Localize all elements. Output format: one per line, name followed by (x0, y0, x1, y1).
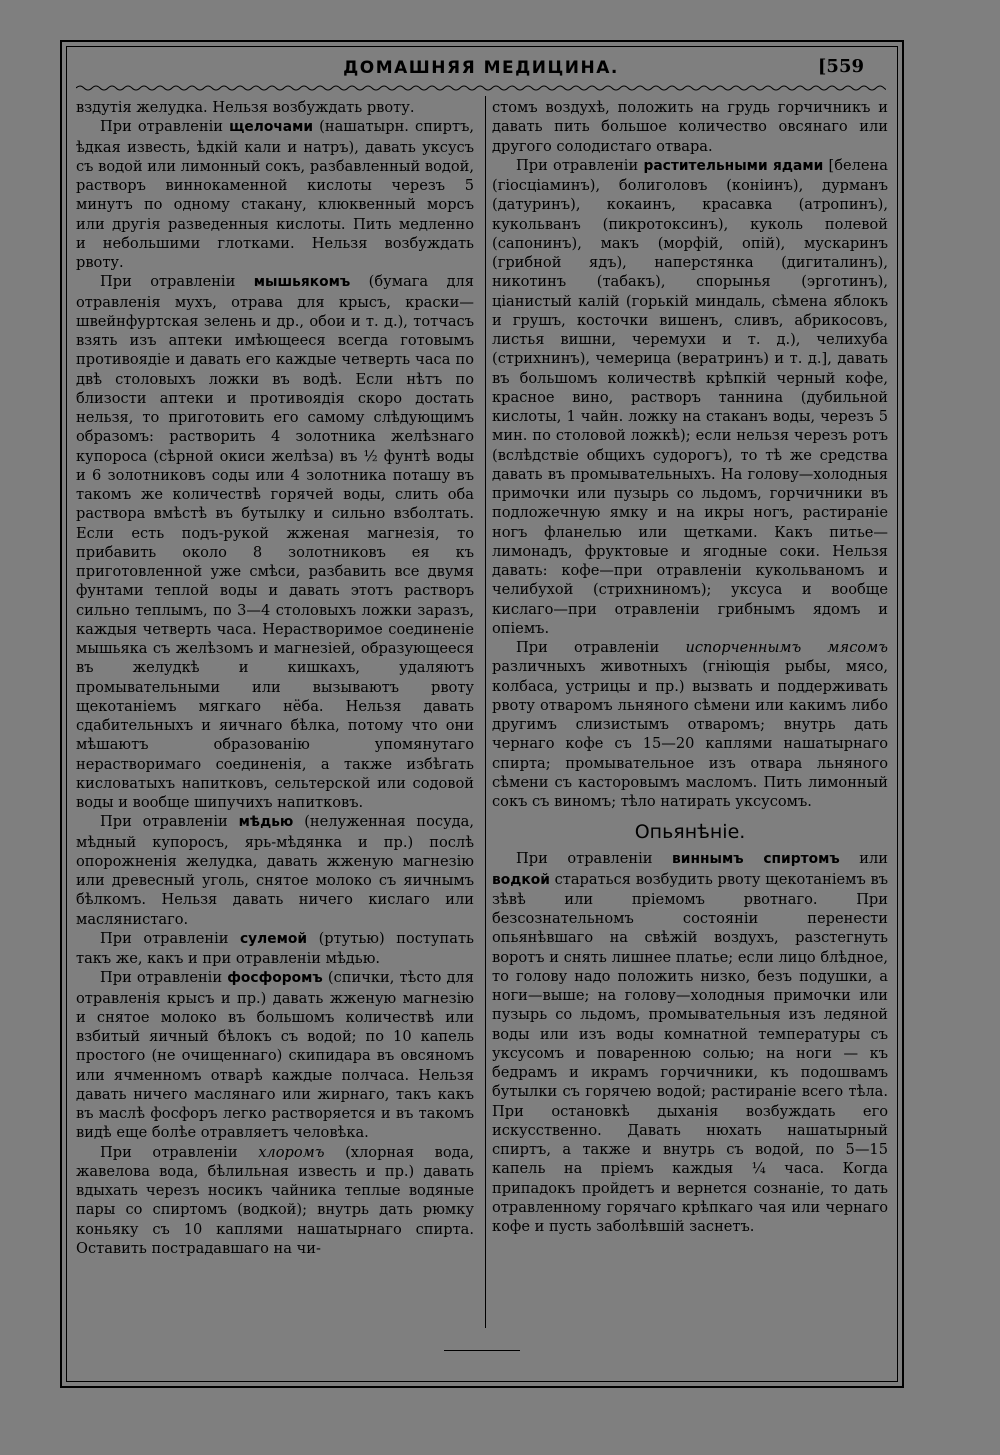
paragraph-text: (ртутью) поступать такъ же, какъ и при отравленіи мѣдью. (76, 929, 474, 967)
paragraph-lead: При отравленіи (100, 1143, 259, 1161)
page-number: [559 (817, 56, 864, 77)
paragraph-continuation: вздутія желудка. Нельзя возбуждать рвоту. (76, 99, 415, 116)
paragraph-lead: При отравленіи (100, 929, 240, 947)
section-heading: Опьянѣніе. (634, 821, 746, 844)
poison-term: щелочами (229, 119, 314, 136)
running-title: ДОМАШНЯЯ МЕДИЦИНА. (343, 58, 619, 78)
poison-term: сулемой (239, 930, 308, 947)
footer-rule (444, 1350, 520, 1351)
paragraph-text: или (839, 850, 888, 868)
poison-term: хлоромъ (258, 1143, 325, 1161)
right-column (492, 98, 888, 1236)
left-column (76, 98, 474, 1258)
paragraph-text: стараться возбудить рвоту щекотаніемъ въ зѣвѣ или пріемомъ рвотнаго. При безсознательномъ состояніи перенести опьянѣвшаго на свѣжій воздухъ, разстегнуть воротъ и снять лишнее платье; если лицо блѣдное, то голову надо положить низко, безъ подушки, а ноги—выше; на голову—холодныя примочки или пузырь со льдомъ, промывательныя изъ ледяной воды или изъ воды комнатной температуры съ уксусомъ и поваренною солью; на ноги — къ бедрамъ и икрамъ горчичники, къ подошвамъ бутылки съ горячею водой; растираніе всего тѣла. При остановкѣ дыханія возбуждать его искусственно. Давать нюхать нашатырный спиртъ, а также и внутрь съ водой, по 5—15 капель на пріемъ каждыя ¼ часа. Когда припадокъ пройдетъ и вернется сознаніе, то дать отравленному горячаго крѣпкаго чая или чернаго кофе и пусть заболѣвшій заснетъ. (492, 870, 888, 1235)
paragraph-continuation: стомъ воздухѣ, положить на грудь горчичникъ и давать пить большое количество овсянаго или другого солодистаго отвара. (492, 99, 888, 155)
paragraph (76, 812, 474, 929)
paragraph-text: (спички, тѣсто для отравленія крысъ и пр.) давать жженую магнезію и снятое молоко въ большомъ количествѣ или взбитый яичный бѣлокъ съ водой; по 10 капель простого (не очищеннаго) скипидара въ овсяномъ или ячменномъ отварѣ каждые полчаса. Нельзя давать ничего маслянаго или жирнаго, такъ какъ въ маслѣ фосфоръ легко растворяется и въ такомъ видѣ еще болѣе отравляетъ человѣка. (76, 969, 474, 1142)
paragraph-text: (нелуженная посуда, мѣдный купоросъ, ярь-мѣдянка и пр.) послѣ опорожненія желудка, давать жженую магнезію или древесный уголь, снятое молоко съ яичнымъ бѣлкомъ. Нельзя давать ничего кислаго или маслянистаго. (76, 813, 474, 928)
paragraph-lead: При отравленіи (516, 639, 686, 656)
paragraph (76, 929, 474, 969)
poison-term: мышьякомъ (253, 274, 351, 291)
paragraph (76, 117, 474, 272)
paragraph-text: [белена (гіосціаминъ), болиголовъ (коніинъ), дурманъ (датуринъ), кокаинъ, красавка (атропинъ), кукольванъ (пикротоксинъ), куколь полевой (сапонинъ), макъ (морфій, опій), мускаринъ (грибной ядъ), наперстянка (дигиталинъ), никотинъ (табакъ), спорынья (эрготинъ), ціанистый калій (горькій миндаль, сѣмена яблокъ и грушъ, косточки вишенъ, сливъ, абрикосовъ, листья вишни, черемухи и т. д.), челихуба (стрихнинъ), чемерица (вератринъ) и т. д.], давать въ большомъ количествѣ крѣпкій черный кофе, красное вино, растворъ таннина (дубильной кислоты, 1 чайн. ложку на стаканъ воды, черезъ 5 мин. по столовой ложкѣ); если нельзя черезъ ротъ (вслѣдствіе общихъ судорогъ), то тѣ же средства давать въ промывательныхъ. На голову—холодныя примочки или пузырь со льдомъ, горчичники въ подложечную ямку и на икры ногъ, растираніе ногъ фланелью или щетками. Какъ питье—лимонадъ, фруктовые и ягодные соки. Нельзя давать: кофе—при отравленіи кукольваномъ и челибухой (стрихниномъ); уксуса и вообще кислаго—при отравленіи грибнымъ ядомъ и опіемъ. (492, 156, 888, 637)
paragraph-lead: При отравленіи (516, 156, 644, 174)
paragraph (76, 1143, 474, 1259)
wavy-rule (76, 84, 886, 92)
paragraph-lead: При отравленіи (100, 969, 228, 987)
paragraph-text: (нашатырн. спиртъ, ѣдкая известь, ѣдкій кали и натръ), давать уксусъ съ водой или лимонный сокъ, разбавленный водой, растворъ виннокаменной кислоты черезъ 5 минутъ по одному стакану, клюквенный морсъ или другія разведенныя кислоты. Пить медленно и небольшими глотками. Нельзя возбуждать рвоту. (76, 118, 475, 271)
paragraph (76, 272, 474, 812)
paragraph (492, 849, 888, 1236)
paragraph-lead: При отравленіи (100, 273, 254, 291)
poison-term: мѣдью (238, 814, 294, 831)
column-divider (485, 96, 486, 1328)
poison-term: растительными ядами (643, 157, 824, 174)
paragraph-text: (хлорная вода, жавелова вода, бѣлильная известь и пр.) давать вдыхать черезъ носикъ чайника теплые водяные пары со спиртомъ (водкой); внутрь дать рюмку коньяку съ 10 каплями нашатырнаго спирта. Оставить пострадавшаго на чи- (76, 1143, 474, 1257)
paragraph (492, 638, 888, 811)
paragraph-lead: При отравленіи (100, 118, 230, 136)
paragraph-text: (бумага для отравленія мухъ, отрава для крысъ, краски—швейнфуртская зелень и др., обои и т. д.), тотчасъ взять изъ аптеки имѣющееся всегда готовымъ противоядіе и давать его каждые четверть часа по двѣ столовыхъ ложки въ водѣ. Если нѣтъ по близости аптеки и противоядія скоро достать нельзя, то приготовить его самому слѣдующимъ образомъ: растворить 4 золотника желѣзнаго купороса (сѣрной окиси желѣза) въ ½ фунтѣ воды и 6 золотниковъ соды или 4 золотника поташу въ такомъ же количествѣ горячей воды, слить оба раствора вмѣстѣ въ бутылку и сильно взболтать. Если есть подъ-рукой жженая магнезія, то прибавить около 8 золотниковъ ея къ приготовленной уже смѣси, разбавить все двумя фунтами теплой воды и давать этотъ растворъ сильно теплымъ, по 3—4 столовыхъ ложки заразъ, каждыя четверть часа. Нерастворимое соединеніе мышьяка съ желѣзомъ и магнезіей, образующееся въ желудкѣ и кишкахъ, удаляютъ промывательными или вызываютъ рвоту щекотаніемъ мягкаго нёба. Нельзя давать сдабительныхъ и яичнаго бѣлка, потому что они мѣшаютъ образованію упомянутаго нерастворимаго соединенія, а также избѣгать кисловатыхъ напитковъ, сельтерской или содовой воды и вообще шипучихъ напитковъ. (76, 273, 474, 811)
paragraph (492, 156, 888, 638)
paragraph-text: различныхъ животныхъ (гніющія рыбы, мясо, колбаса, устрицы и пр.) вызвать и поддерживать рвоту отваромъ льняного сѣмени или какимъ либо другимъ слизистымъ отваромъ; внутрь дать чернаго кофе съ 15—20 каплями нашатырнаго спирта; промывательное изъ отвара льняного сѣмени съ касторовымъ масломъ. Пить лимонный сокъ съ виномъ; тѣло натирать уксусомъ. (492, 658, 888, 810)
poison-term: испорченнымъ мясомъ (685, 639, 888, 656)
poison-term: виннымъ спиртомъ (672, 851, 840, 868)
poison-term: фосфоромъ (227, 970, 323, 987)
poison-term: водкой (492, 871, 550, 888)
paragraph-lead: При отравленіи (100, 813, 239, 831)
paragraph-lead: При отравленіи (516, 850, 673, 868)
paragraph (76, 968, 474, 1142)
